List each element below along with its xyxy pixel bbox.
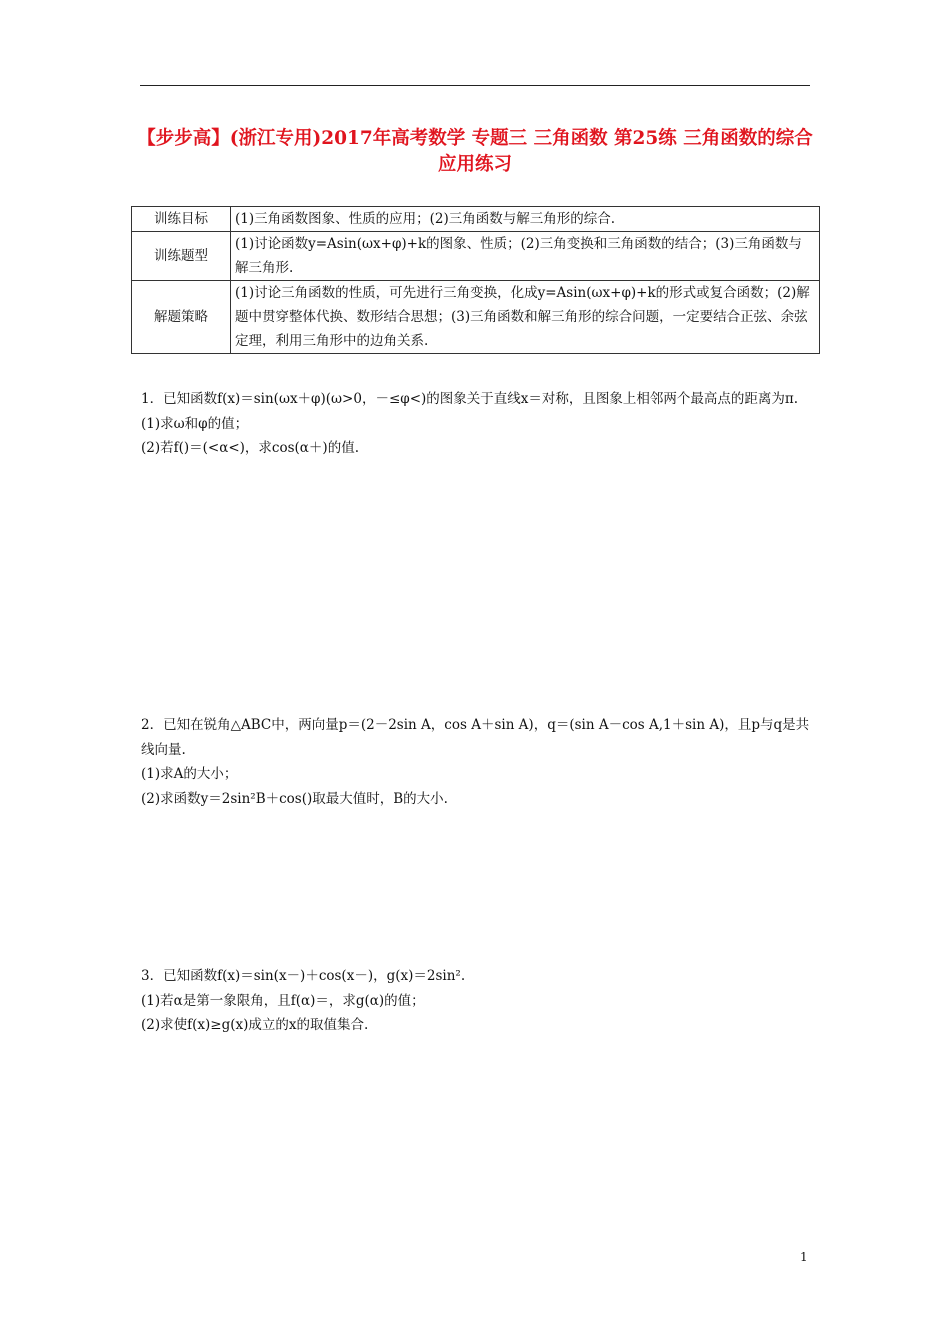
page-number: 1 — [800, 1250, 808, 1264]
question-part: (2)求使f(x)≥g(x)成立的x的取值集合. — [141, 1017, 369, 1033]
table-row — [132, 281, 820, 354]
question-part: (2)求函数y＝2sin²B＋cos()取最大值时，B的大小. — [141, 790, 448, 807]
question-part: (1)求A的大小； — [141, 766, 238, 782]
question-part: (2)若f()＝(<α<)，求cos(α＋)的值. — [141, 440, 359, 456]
row-content: (1)讨论函数y=Asin(ωx+φ)+k的图象、性质；(2)三角变换和三角函数的结合；(3)三角函数与解三角形. — [231, 232, 820, 281]
document-title: 【步步高】(浙江专用)2017年高考数学 专题三 三角函数 第25练 三角函数的综合应用练习 — [137, 128, 813, 175]
question-2 — [141, 713, 816, 811]
question-3 — [141, 964, 816, 1038]
row-label: 训练题型 — [132, 232, 231, 281]
table-row — [132, 232, 820, 281]
row-label: 解题策略 — [132, 281, 231, 354]
row-label: 训练目标 — [132, 207, 231, 232]
question-stem: 1．已知函数f(x)＝sin(ωx＋φ)(ω>0，－≤φ<)的图象关于直线x＝对称，且图象上相邻两个最高点的距离为π. — [141, 391, 799, 407]
question-stem: 2．已知在锐角△ABC中，两向量p＝(2－2sin A，cos A＋sin A)，q＝(sin A－cos A,1＋sin A)，且p与q是共线向量. — [141, 717, 810, 758]
question-stem: 3．已知函数f(x)＝sin(x－)＋cos(x－)，g(x)＝2sin². — [141, 968, 466, 984]
row-content: (1)三角函数图象、性质的应用；(2)三角函数与解三角形的综合. — [231, 207, 820, 232]
question-part: (1)若α是第一象限角，且f(α)＝，求g(α)的值； — [141, 992, 425, 1009]
question-1 — [141, 387, 816, 461]
table-row — [132, 207, 820, 232]
header-rule — [140, 85, 810, 86]
info-table — [131, 206, 820, 354]
row-content: (1)讨论三角函数的性质，可先进行三角变换，化成y=Asin(ωx+φ)+k的形式或复合函数；(2)解题中贯穿整体代换、数形结合思想；(3)三角函数和解三角形的综合问题，一定要结合正弦、余弦定理，利用三角形中的边角关系. — [231, 281, 820, 354]
question-part: (1)求ω和φ的值； — [141, 415, 249, 432]
